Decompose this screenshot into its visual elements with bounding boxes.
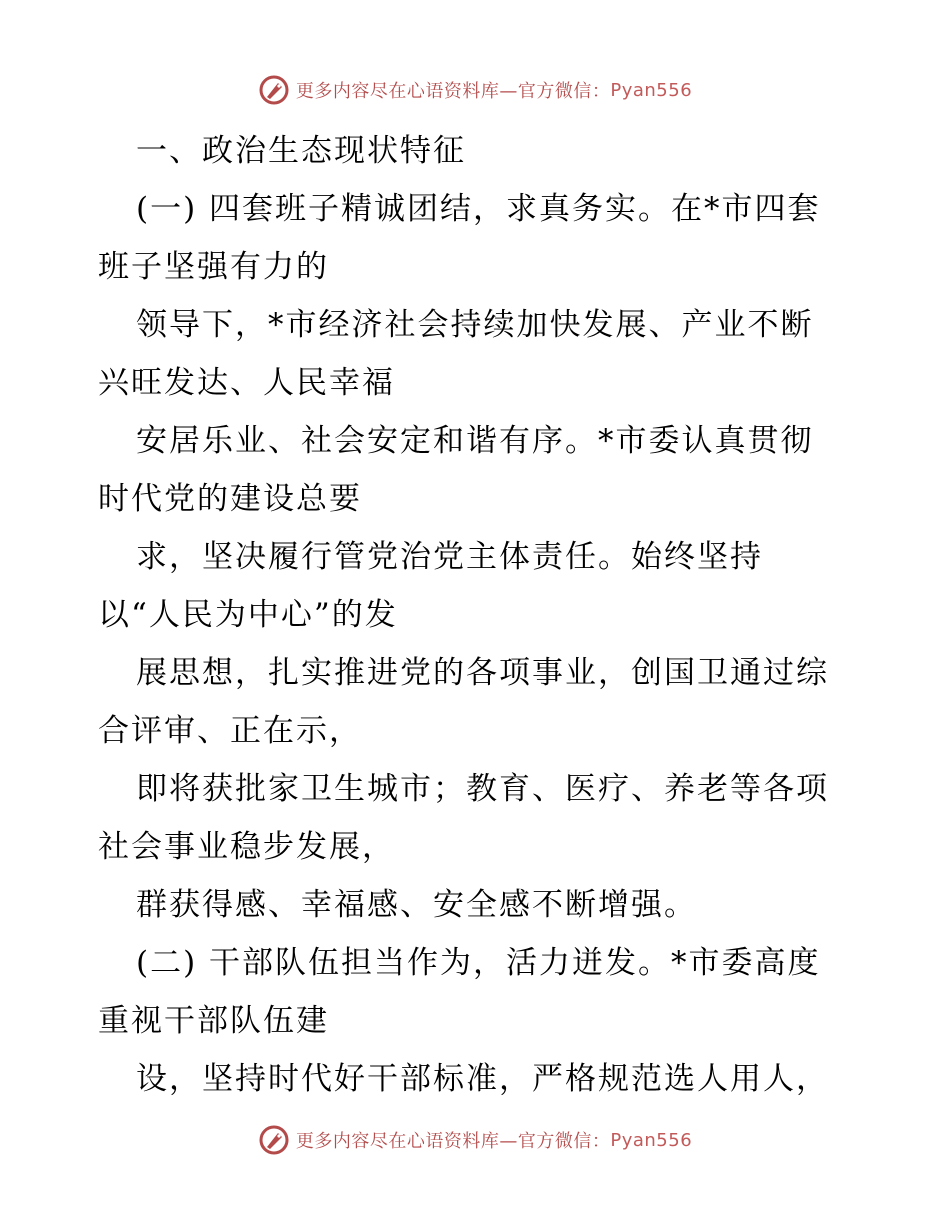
text-line: 即将获批家卫生城市；教育、医疗、养老等各项 [136, 771, 829, 807]
watermark-wechat-id: Pyan556 [610, 1129, 693, 1151]
text-line: 求，坚决履行管党治党主体责任。始终坚持 [136, 539, 763, 575]
pen-nib-circle-icon [258, 74, 290, 106]
text-line: 安居乐业、社会安定和谐有序。*市委认真贯彻 [136, 423, 814, 459]
text-line: 班子坚强有力的 [98, 249, 329, 285]
watermark-wechat-id: Pyan556 [610, 79, 693, 101]
text-line: (一) 四套班子精诚团结，求真务实。在*市四套 [136, 191, 821, 227]
watermark-banner-bottom [0, 1120, 950, 1160]
pen-nib-circle-icon [258, 1124, 290, 1156]
text-line: 时代党的建设总要 [98, 481, 362, 517]
text-line: 社会事业稳步发展， [98, 829, 395, 865]
text-line: 兴旺发达、人民幸福 [98, 365, 395, 401]
watermark-text: 更多内容尽在心语资料库—官方微信： [295, 81, 611, 102]
watermark-text: 更多内容尽在心语资料库—官方微信： [295, 1131, 611, 1152]
text-line: 领导下，*市经济社会持续加快发展、产业不断 [136, 307, 814, 343]
text-line: 群获得感、幸福感、安全感不断增强。 [136, 887, 697, 923]
text-line: 以“人民为中心”的发 [98, 597, 398, 633]
text-line: 设，坚持时代好干部标准，严格规范选人用人， [136, 1061, 829, 1097]
text-line: 重视干部队伍建 [98, 1003, 329, 1039]
text-line: 合评审、正在示， [98, 713, 362, 749]
text-line: 一、政治生态现状特征 [136, 133, 466, 169]
document-body [98, 122, 858, 1108]
watermark-banner-top [0, 70, 950, 110]
text-line: (二) 干部队伍担当作为，活力迸发。*市委高度 [136, 945, 821, 981]
text-line: 展思想，扎实推进党的各项事业，创国卫通过综 [136, 655, 829, 691]
